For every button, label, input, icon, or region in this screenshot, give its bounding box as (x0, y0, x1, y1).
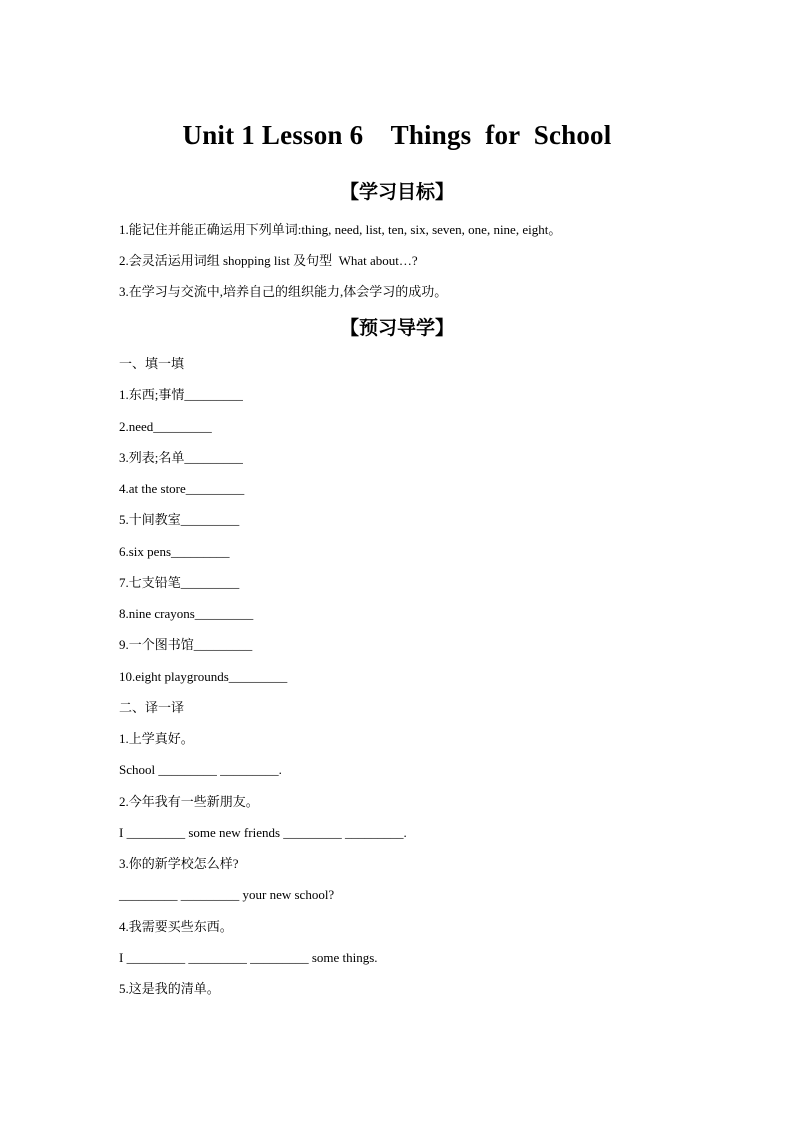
fill-item: 8.nine crayons_________ (119, 606, 254, 621)
fill-item: 9.一个图书馆_________ (119, 637, 253, 652)
objective-item: 3.在学习与交流中,培养自己的组织能力,体会学习的成功。 (119, 284, 448, 299)
translate-item: 4.我需要买些东西。 (119, 919, 233, 934)
part2-title: 二、译一译 (119, 700, 185, 715)
translate-item: 5.这是我的清单。 (119, 981, 220, 996)
preview-heading: 【预习导学】 (339, 317, 454, 339)
part1-title: 一、填一填 (119, 356, 185, 371)
page-title: Unit 1 Lesson 6 Things for School (182, 120, 612, 150)
fill-item: 6.six pens_________ (119, 544, 230, 559)
fill-item: 5.十间教室_________ (119, 512, 240, 527)
fill-item: 1.东西;事情_________ (119, 387, 243, 402)
fill-item: 10.eight playgrounds_________ (119, 669, 288, 684)
objectives-heading: 【学习目标】 (339, 181, 454, 203)
translate-item: 1.上学真好。 (119, 731, 194, 746)
translate-item: 2.今年我有一些新朋友。 (119, 794, 259, 809)
fill-item: 2.need_________ (119, 419, 212, 434)
fill-item: 3.列表;名单_________ (119, 450, 243, 465)
translate-item: I _________ some new friends _________ _________. (119, 825, 407, 840)
translate-item: _________ _________ your new school? (119, 887, 335, 902)
fill-item: 7.七支铅笔_________ (119, 575, 240, 590)
fill-item: 4.at the store_________ (119, 481, 245, 496)
translate-item: School _________ _________. (119, 762, 282, 777)
translate-item: I _________ _________ _________ some things. (119, 950, 378, 965)
objective-item: 2.会灵活运用词组 shopping list 及句型 What about…? (119, 253, 418, 268)
objective-item: 1.能记住并能正确运用下列单词:thing, need, list, ten, six, seven, one, nine, eight。 (119, 222, 562, 237)
translate-item: 3.你的新学校怎么样? (119, 856, 239, 871)
